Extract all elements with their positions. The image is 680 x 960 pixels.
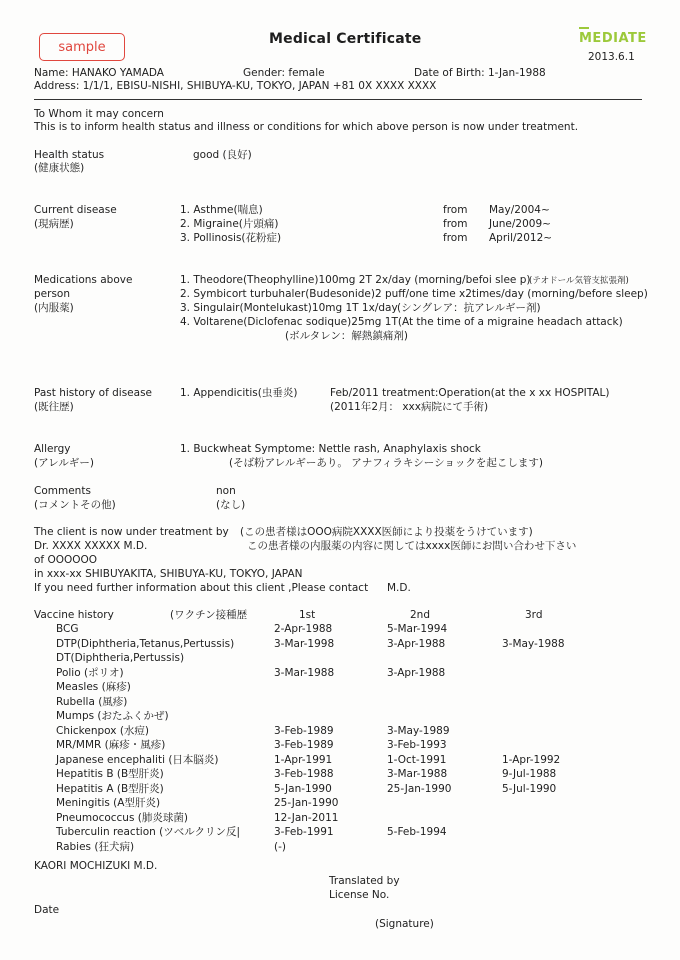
vaccine-date-d1: 3-Feb-1988	[274, 768, 334, 780]
vaccine-date-d1: 3-Mar-1988	[274, 666, 335, 679]
disease-item: 1. Asthme(喘息)	[180, 204, 263, 216]
vaccine-name: Rubella (風疹)	[56, 695, 128, 708]
vaccine-name: Rabies (狂犬病)	[56, 840, 135, 853]
license-number: License No.	[329, 889, 390, 901]
medication-line: 3. Singulair(Montelukast)10mg 1T 1x/day	[180, 302, 398, 314]
vaccine-date-d2: 3-Mar-1988	[387, 768, 448, 780]
disease-item: 3. Pollinosis(花粉症)	[180, 232, 282, 244]
vaccine-name: BCG	[56, 623, 79, 635]
vaccine-date-d1: 3-Mar-1998	[274, 637, 335, 650]
vaccine-name: Hepatitis A (B型肝炎)	[56, 782, 164, 795]
medications-label-ja: (内服薬)	[34, 302, 74, 314]
treatment-hospital: of OOOOOO	[34, 554, 98, 566]
vaccine-name: Japanese encephaliti (日本脳炎)	[56, 753, 219, 766]
vaccine-name: DTP(Diphtheria,Tetanus,Pertussis)	[56, 637, 235, 650]
comments-value: non	[216, 485, 236, 497]
signature-label: (Signature)	[375, 918, 434, 930]
vaccine-date-d1: (-)	[274, 840, 286, 853]
header-divider	[34, 99, 642, 100]
treatment-doctor: Dr. XXXX XXXXX M.D.	[34, 540, 148, 552]
medications-label-2: person	[34, 288, 70, 300]
vaccine-date-d2: 3-May-1989	[387, 724, 450, 737]
date-label: Date	[34, 904, 60, 916]
vaccine-col-1st: 1st	[299, 609, 316, 621]
disease-from: from	[443, 204, 468, 216]
vaccine-label: Vaccine history	[34, 609, 114, 621]
vaccine-name: MR/MMR (麻疹・風疹)	[56, 739, 166, 751]
treatment-doctor-ja: この患者様の内服薬の内容に関してはxxxx医師にお問い合わせ下さい	[247, 540, 577, 552]
allergy-label: Allergy	[34, 443, 71, 455]
disease-date: June/2009~	[489, 218, 551, 230]
intro-statement: This is to inform health status and illness or conditions for which above person is now under treatment.	[34, 121, 579, 133]
past-history-label: Past history of disease	[34, 387, 153, 399]
vaccine-date-d3: 1-Apr-1992	[502, 753, 561, 766]
current-disease-label: Current disease	[34, 204, 117, 216]
vaccine-date-d3: 9-Jul-1988	[502, 768, 557, 780]
current-disease-label-ja: (現病歴)	[34, 218, 74, 230]
health-value: good (良好)	[193, 149, 252, 161]
vaccine-date-d1: 1-Apr-1991	[274, 753, 333, 766]
vaccine-label-ja: (ワクチン接種歴	[170, 609, 248, 621]
health-label-ja: (健康状態)	[34, 162, 85, 174]
patient-gender: Gender: female	[243, 67, 325, 79]
vaccine-date-d2: 3-Apr-1988	[387, 666, 446, 679]
vaccine-col-2nd: 2nd	[410, 609, 431, 621]
medication-line: 1. Theodore(Theophylline)100mg 2T 2x/day (morning/befoi slee p)	[180, 274, 531, 286]
past-history-detail-ja: (2011年2月： xxx病院にて手術)	[330, 401, 489, 413]
vaccine-date-d2: 5-Feb-1994	[387, 826, 447, 838]
vaccine-name: Measles (麻疹)	[56, 681, 131, 693]
medication-note: (テオドール気管支拡張剤)	[529, 276, 629, 286]
disease-from: from	[443, 232, 468, 244]
vaccine-date-d1: 3-Feb-1989	[274, 724, 334, 737]
medication-line: 2. Symbicort turbuhaler(Budesonide)2 puff/one time x2times/day (morning/before sleep)	[180, 288, 648, 300]
vaccine-date-d1: 3-Feb-1989	[274, 739, 334, 751]
past-history-item: 1. Appendicitis(虫垂炎)	[180, 387, 298, 399]
vaccine-date-d3: 5-Jul-1990	[502, 782, 557, 795]
vaccine-name: Pneumococcus (肺炎球菌)	[56, 811, 188, 824]
vaccine-name: DT(Diphtheria,Pertussis)	[56, 652, 185, 664]
mediate-logo	[579, 31, 647, 46]
vaccine-name: Tuberculin reaction (ツベルクリン反|	[56, 826, 241, 838]
vaccine-col-3rd: 3rd	[525, 609, 543, 621]
intro-greeting: To Whom it may concern	[34, 108, 164, 120]
vaccine-date-d1: 3-Feb-1991	[274, 826, 334, 838]
logo-text: MEDIATE	[579, 31, 647, 46]
vaccine-date-d1: 5-Jan-1990	[274, 782, 332, 795]
vaccine-name: Meningitis (A型肝炎)	[56, 797, 161, 809]
treatment-contact: If you need further information about this client ,Please contact	[34, 582, 369, 594]
vaccine-name: Polio (ポリオ)	[56, 666, 124, 679]
disease-item: 2. Migraine(片頭痛)	[180, 218, 279, 230]
allergy-label-ja: (アレルギー)	[34, 457, 95, 469]
patient-dob: Date of Birth: 1-Jan-1988	[414, 67, 546, 79]
comments-label-ja: (コメントその他)	[34, 499, 116, 511]
logo-bar-icon	[579, 27, 589, 29]
vaccine-date-d2: 1-Oct-1991	[387, 753, 447, 766]
patient-address: Address: 1/1/1, EBISU-NISHI, SHIBUYA-KU, TOKYO, JAPAN +81 0X XXXX XXXX	[34, 80, 437, 92]
vaccine-date-d1: 25-Jan-1990	[274, 797, 339, 809]
treatment-line: The client is now under treatment by	[34, 526, 229, 538]
medication-note: (シングレア：抗アレルギー剤)	[397, 302, 541, 314]
sample-stamp: sample	[39, 33, 125, 61]
vaccine-date-d2: 5-Mar-1994	[387, 623, 448, 635]
vaccine-name: Hepatitis B (B型肝炎)	[56, 768, 164, 780]
doctor-name: KAORI MOCHIZUKI M.D.	[34, 860, 158, 872]
allergy-item-ja: (そば粉アレルギーあり。 アナフィラキシーショックを起こします)	[229, 457, 543, 469]
treatment-address: in xxx-xx SHIBUYAKITA, SHIBUYA-KU, TOKYO, JAPAN	[34, 568, 303, 580]
allergy-item: 1. Buckwheat Symptome: Nettle rash, Anaphylaxis shock	[180, 443, 481, 455]
medications-label: Medications above	[34, 274, 133, 286]
treatment-line-ja: (この患者様はOOO病院XXXX医師により投薬をうけています)	[240, 526, 533, 538]
treatment-contact-md: M.D.	[387, 582, 411, 594]
patient-name: Name: HANAKO YAMADA	[34, 67, 164, 79]
disease-from: from	[443, 218, 468, 230]
disease-date: May/2004~	[489, 204, 550, 216]
health-label: Health status	[34, 149, 105, 161]
vaccine-date-d1: 2-Apr-1988	[274, 623, 333, 635]
vaccine-date-d2: 3-Feb-1993	[387, 739, 447, 751]
medication-note: (ボルタレン：解熱鎮痛剤)	[285, 330, 409, 342]
certificate-date: 2013.6.1	[588, 51, 635, 63]
disease-date: April/2012~	[489, 232, 553, 244]
past-history-detail: Feb/2011 treatment:Operation(at the x xx HOSPITAL)	[330, 387, 610, 399]
medication-line: 4. Voltarene(Diclofenac sodique)25mg 1T(At the time of a migraine headach attack)	[180, 316, 623, 328]
vaccine-date-d3: 3-May-1988	[502, 637, 565, 650]
vaccine-date-d1: 12-Jan-2011	[274, 811, 339, 824]
translated-by: Translated by	[329, 875, 400, 887]
vaccine-name: Chickenpox (水痘)	[56, 724, 150, 737]
vaccine-name: Mumps (おたふくかぜ)	[56, 710, 169, 722]
document-title: Medical Certificate	[269, 31, 422, 47]
comments-value-ja: (なし)	[216, 499, 246, 511]
comments-label: Comments	[34, 485, 91, 497]
vaccine-date-d2: 25-Jan-1990	[387, 782, 452, 795]
vaccine-date-d2: 3-Apr-1988	[387, 637, 446, 650]
past-history-label-ja: (既往歴)	[34, 401, 74, 413]
